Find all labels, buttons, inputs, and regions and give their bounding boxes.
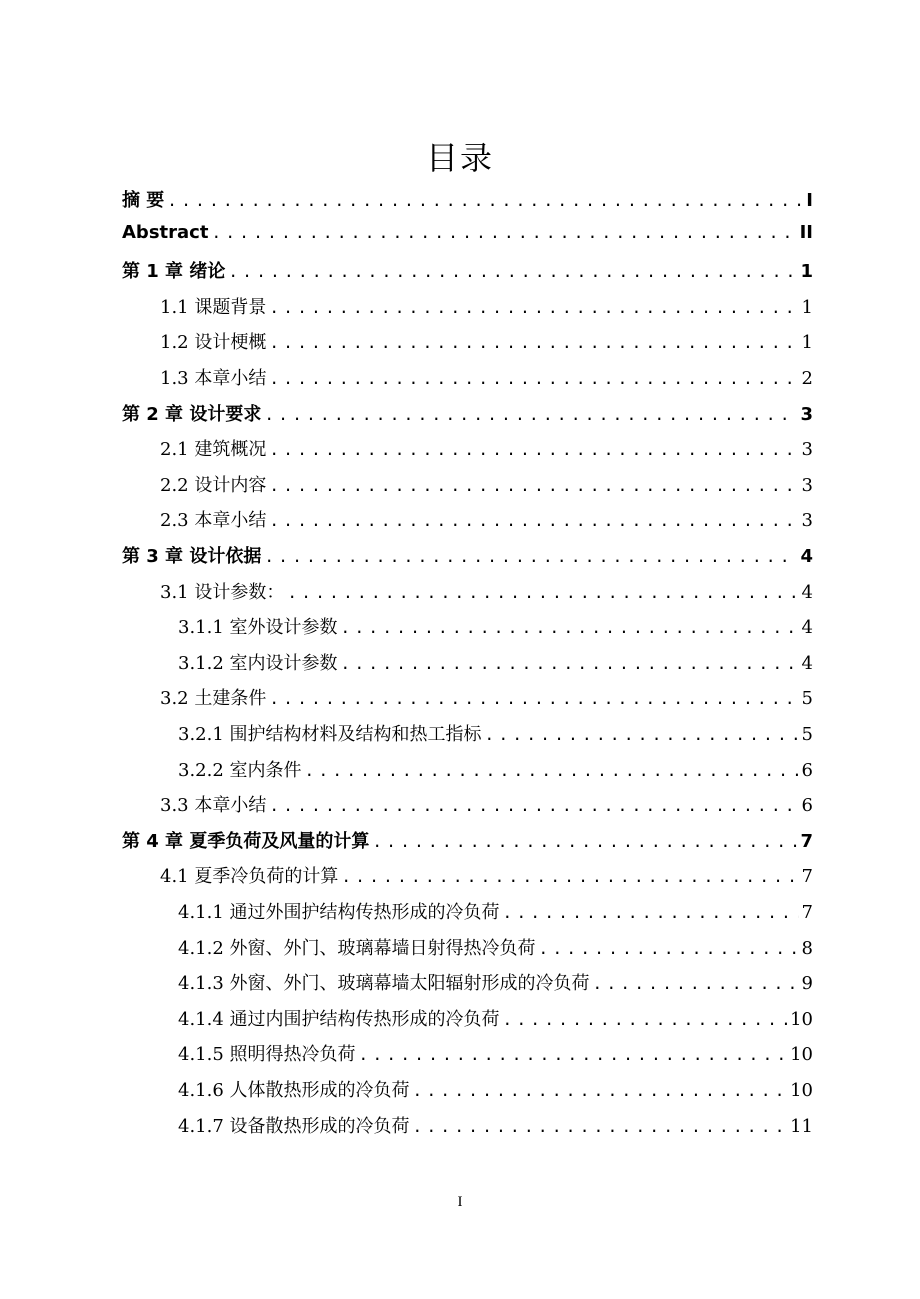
page-title: 目录: [425, 139, 494, 177]
toc-entry[interactable]: [178, 1040, 813, 1072]
toc-leader-dots: [167, 191, 803, 210]
toc-entry-page-number: 5: [801, 724, 813, 745]
toc-entry-label: 1.1 课题背景: [160, 296, 267, 318]
toc-entry-page-number: 7: [800, 830, 813, 852]
toc-leader-dots: [413, 1081, 788, 1100]
toc-entry-page-number: 8: [801, 937, 813, 959]
toc-entry-label: 4.1.5 照明得热冷负荷: [178, 1044, 356, 1066]
toc-entry[interactable]: [160, 578, 813, 610]
toc-leader-dots: [485, 725, 799, 744]
toc-entry[interactable]: [178, 613, 813, 645]
toc-entry[interactable]: [122, 542, 813, 574]
toc-leader-dots: [269, 369, 798, 388]
toc-entry-label: 第 3 章 设计依据: [122, 546, 262, 567]
toc-leader-dots: [413, 1117, 788, 1136]
toc-entry-label: 4.1.3 外窗、外门、玻璃幕墙太阳辐射形成的冷负荷: [178, 973, 590, 995]
toc-leader-dots: [503, 1010, 788, 1029]
toc-entry-page-number: 3: [801, 510, 813, 532]
toc-leader-dots: [287, 583, 798, 602]
toc-entry[interactable]: [178, 1005, 813, 1037]
toc-entry-page-number: 9: [801, 973, 813, 995]
toc-entry-page-number: 3: [801, 439, 813, 461]
toc-entry[interactable]: [178, 898, 813, 930]
toc-entry-label: 3.1 设计参数：: [160, 581, 285, 603]
toc-entry[interactable]: [160, 791, 813, 823]
toc-entry[interactable]: [160, 364, 813, 396]
toc-entry-label: 2.2 设计内容: [160, 474, 267, 496]
toc-entry-page-number: 1: [801, 296, 813, 318]
toc-entry[interactable]: [160, 506, 813, 538]
toc-entry-page-number: 7: [801, 902, 813, 923]
toc-entry-label: 摘 要: [122, 190, 165, 211]
toc-entry-page-number: 10: [790, 1080, 813, 1101]
toc-entry-label: 3.2.1 围护结构材料及结构和热工指标: [178, 724, 482, 745]
toc-entry-page-number: I: [806, 190, 813, 211]
toc-entry[interactable]: [122, 400, 813, 432]
toc-leader-dots: [269, 298, 798, 317]
toc-entry[interactable]: [122, 827, 813, 859]
toc-entry-label: 3.1.1 室外设计参数: [178, 617, 338, 639]
toc-leader-dots: [341, 618, 799, 637]
toc-entry-label: 4.1.6 人体散热形成的冷负荷: [178, 1080, 410, 1101]
toc-entry[interactable]: [178, 720, 813, 752]
toc-leader-dots: [539, 939, 799, 958]
toc-leader-dots: [269, 511, 798, 530]
toc-entry-page-number: 1: [800, 261, 813, 283]
toc-entry[interactable]: [160, 328, 813, 360]
toc-leader-dots: [359, 1045, 788, 1064]
toc-entry-page-number: II: [799, 221, 813, 243]
toc-entry-label: 1.3 本章小结: [160, 368, 267, 389]
toc-entry-label: 4.1 夏季冷负荷的计算: [160, 866, 339, 888]
toc-entry-label: 4.1.1 通过外围护结构传热形成的冷负荷: [178, 902, 500, 923]
toc-entry-page-number: 3: [801, 474, 813, 496]
toc-entry[interactable]: [160, 435, 813, 467]
toc-entry-page-number: 4: [801, 652, 813, 674]
toc-entry[interactable]: [178, 934, 813, 966]
toc-leader-dots: [269, 333, 798, 352]
toc-entry[interactable]: [160, 862, 813, 894]
toc-leader-dots: [503, 903, 799, 922]
toc-entry-label: 2.3 本章小结: [160, 510, 267, 532]
toc-entry-label: 第 1 章 绪论: [122, 261, 226, 283]
toc-entry-label: 第 2 章 设计要求: [122, 403, 262, 425]
toc-entry-page-number: 10: [790, 1044, 813, 1066]
toc-entry-label: 3.2 土建条件: [160, 688, 267, 710]
toc-entry-label: 4.1.2 外窗、外门、玻璃幕墙日射得热冷负荷: [178, 937, 536, 959]
toc-entry-page-number: 4: [800, 546, 813, 567]
toc-entry-page-number: 7: [801, 866, 813, 888]
toc-entry-label: 1.2 设计梗概: [160, 332, 267, 354]
toc-entry-label: 2.1 建筑概况: [160, 439, 267, 461]
toc-entry[interactable]: [178, 756, 813, 788]
toc-leader-dots: [593, 974, 799, 993]
toc-entry[interactable]: [178, 649, 813, 681]
toc-leader-dots: [228, 262, 797, 281]
toc-entry[interactable]: [122, 186, 813, 218]
toc-entry-page-number: 11: [790, 1115, 813, 1137]
toc-entry[interactable]: [178, 969, 813, 1001]
toc-entry[interactable]: [160, 684, 813, 716]
toc-entry-page-number: 1: [801, 332, 813, 354]
toc-entry-page-number: 2: [801, 368, 813, 389]
footer-page-number: I: [457, 1194, 463, 1210]
toc-leader-dots: [305, 761, 799, 780]
toc-entry-label: 3.1.2 室内设计参数: [178, 652, 338, 674]
toc-entry-page-number: 10: [790, 1008, 813, 1030]
toc-entry[interactable]: [160, 471, 813, 503]
toc-entry-label: Abstract: [122, 221, 209, 243]
toc-leader-dots: [269, 440, 798, 459]
toc-leader-dots: [341, 867, 798, 886]
toc-leader-dots: [211, 223, 796, 242]
toc-entry[interactable]: [122, 222, 813, 254]
toc-entry-label: 3.2.2 室内条件: [178, 759, 302, 781]
toc-entry-page-number: 3: [800, 403, 813, 425]
toc-leader-dots: [264, 405, 797, 424]
toc-entry-page-number: 4: [801, 617, 813, 639]
toc-entry-page-number: 5: [801, 688, 813, 710]
toc-entry[interactable]: [160, 293, 813, 325]
toc-entry-page-number: 4: [801, 581, 813, 603]
toc-leader-dots: [269, 689, 798, 708]
toc-leader-dots: [264, 547, 797, 566]
toc-entry-page-number: 6: [801, 759, 813, 781]
toc-entry-label: 第 4 章 夏季负荷及风量的计算: [122, 830, 370, 852]
toc-leader-dots: [372, 832, 797, 851]
toc-leader-dots: [341, 654, 799, 673]
toc-entry[interactable]: [178, 1076, 813, 1108]
toc-leader-dots: [269, 796, 798, 815]
toc-entry-label: 3.3 本章小结: [160, 795, 267, 817]
toc-leader-dots: [269, 476, 798, 495]
toc-entry-page-number: 6: [801, 795, 813, 817]
toc-entry-label: 4.1.7 设备散热形成的冷负荷: [178, 1115, 410, 1137]
toc-entry[interactable]: [122, 257, 813, 289]
toc-entry-label: 4.1.4 通过内围护结构传热形成的冷负荷: [178, 1008, 500, 1030]
toc-entry[interactable]: [178, 1112, 813, 1144]
